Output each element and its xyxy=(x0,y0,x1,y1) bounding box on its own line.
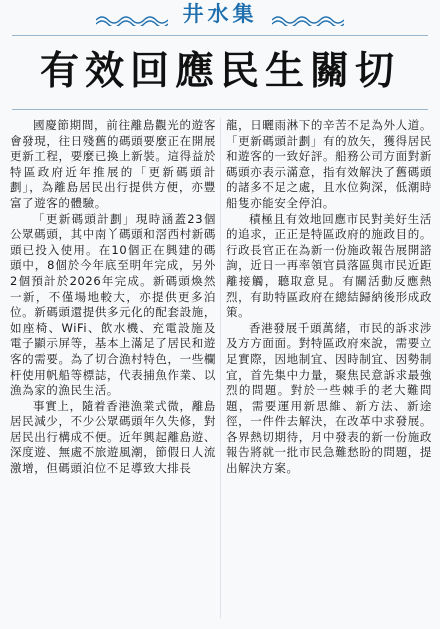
article-paragraph: 香港發展千頭萬緒，市民的訴求涉及方方面面。對特區政府來說，需要立足實際，因地制宜、因時制宜、因勢制宜，首先集中力量，聚焦民意訴求最強烈的問題。對於一些棘手的老大難問題，需要運用新思維、新方法、新途徑，一件件去解決，在改革中求發展。各界熱切期待，月中發表的新一份施政報告將就一批市民急難愁盼的問題，提出解決方案。 xyxy=(226,320,432,476)
article-body xyxy=(10,118,432,624)
article-column-right xyxy=(226,118,432,624)
article-paragraph: 「更新碼頭計劃」現時涵蓋23個公眾碼頭，其中南丫碼頭和滘西村新碼頭已投入使用。在10個正在興建的碼頭中，8個於今年底至明年完成，另外2個預計於2026年完成。新碼頭煥然一新，不僅場地較大，亦提供更多泊位。新碼頭還提供多元化的配套設施，如座椅、WiFi、飲水機、充電設施及電子顯示屏等，基本上滿足了居民和遊客的需要。為了切合漁村特色，一些欄杆使用帆船等標誌，代表捕魚作業、以漁為家的漁民生活。 xyxy=(10,211,216,398)
article-paragraph: 國慶節期間，前往離島觀光的遊客會發現，往日殘舊的碼頭要麼正在開展更新工程，要麼已換上新裝。這得益於特區政府近年推展的「更新碼頭計劃」，為離島居民出行提供方便，亦豐富了遊客的體驗。 xyxy=(10,118,216,210)
header-rule xyxy=(12,35,428,36)
wave-ornament-right xyxy=(272,14,344,26)
article-headline: 有效回應民生關切 xyxy=(39,48,400,94)
headline-rule xyxy=(12,109,428,110)
article-paragraph: 龍，日曬雨淋下的辛苦不足為外人道。「更新碼頭計劃」有的放矢，獲得居民和遊客的一致好評。船務公司方面對新碼頭亦表示滿意，指有效解決了舊碼頭的諸多不足之處，且水位夠深，低潮時船隻亦能安全停泊。 xyxy=(226,118,432,210)
column-name: 井水集 xyxy=(182,1,258,26)
article-paragraph: 積極且有效地回應市民對美好生活的追求，正正是特區政府的施政目的。行政長官正在為新一份施政報告展開諮詢，近日一再率領官員落區與市民近距離接觸，聽取意見。有關活動反應熱烈，有助特區政府在總結歸納後形成政策。 xyxy=(226,211,432,320)
article-paragraph: 事實上，隨着香港漁業式微，離島居民減少，不少公眾碼頭年久失修，對居民出行構成不便。近年興起離島遊、深度遊、無處不旅遊風潮，節假日人流激增，但碼頭泊位不足導致大排長 xyxy=(10,398,216,476)
article-column-left xyxy=(10,118,216,624)
column-header xyxy=(0,0,440,38)
